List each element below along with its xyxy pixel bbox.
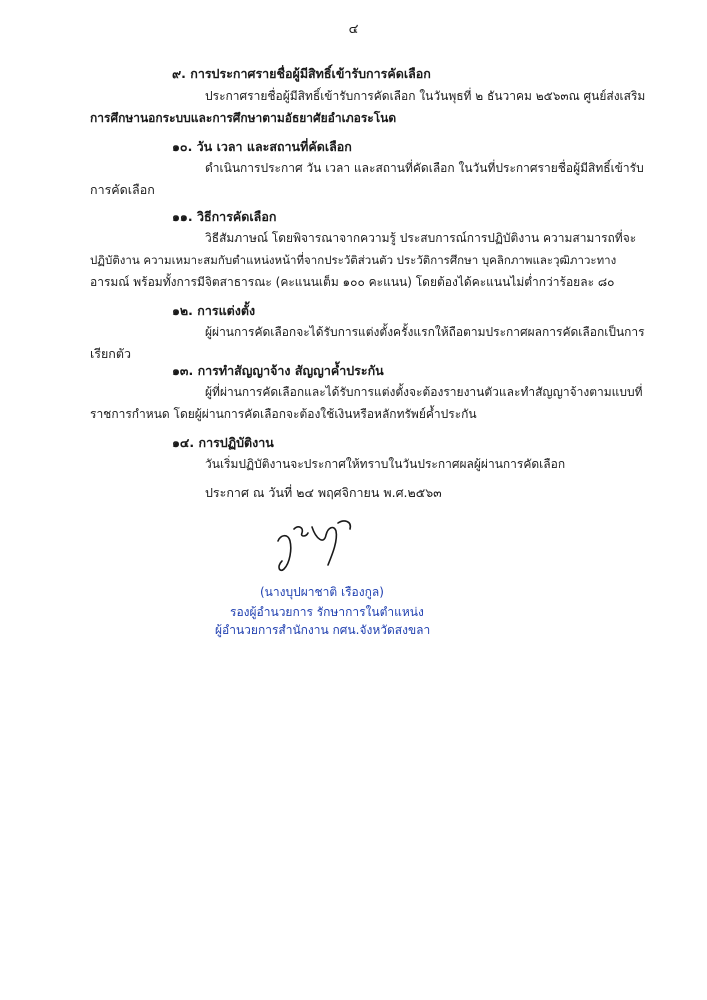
section-14-heading: ๑๔. การปฏิบัติงาน: [172, 435, 274, 450]
section-9-line-1: ประกาศรายชื่อผู้มีสิทธิ์เข้ารับการคัดเลือก ในวันพุธที่ ๒ ธันวาคม ๒๕๖๓ณ ศูนย์ส่งเสริม: [205, 89, 646, 103]
section-10-line-2: การคัดเลือก: [90, 182, 155, 197]
section-12-line-2: เรียกตัว: [90, 346, 132, 361]
signer-position-2: ผู้อำนวยการสำนักงาน กศน.จังหวัดสงขลา: [215, 623, 431, 637]
section-9-heading: ๙. การประกาศรายชื่อผู้มีสิทธิ์เข้ารับการคัดเลือก: [172, 66, 431, 81]
section-11-line-1: วิธีสัมภาษณ์ โดยพิจารณาจากความรู้ ประสบการณ์การปฏิบัติงาน ความสามารถที่จะ: [205, 231, 637, 245]
section-10-heading: ๑๐. วัน เวลา และสถานที่คัดเลือก: [172, 139, 352, 154]
section-13-line-1: ผู้ที่ผ่านการคัดเลือกและได้รับการแต่งตั้งจะต้องรายงานตัวและทำสัญญาจ้างตามแบบที่: [205, 385, 643, 399]
section-11-heading: ๑๑. วิธีการคัดเลือก: [172, 209, 277, 224]
section-13-line-2: ราชการกำหนด โดยผู้ผ่านการคัดเลือกจะต้องใช้เงินหรือหลักทรัพย์ค้ำประกัน: [90, 407, 477, 421]
section-10-line-1: ดำเนินการประกาศ วัน เวลา และสถานที่คัดเลือก ในวันที่ประกาศรายชื่อผู้มีสิทธิ์เข้ารับ: [205, 161, 644, 175]
section-14-line-1: วันเริ่มปฏิบัติงานจะประกาศให้ทราบในวันประกาศผลผู้ผ่านการคัดเลือก: [205, 457, 566, 471]
section-12-heading: ๑๒. การแต่งตั้ง: [172, 303, 256, 318]
section-11-line-2: ปฏิบัติงาน ความเหมาะสมกับตำแหน่งหน้าที่จากประวัติส่วนตัว ประวัติการศึกษา บุคลิกภาพและวุฒิภาวะทาง: [90, 253, 617, 267]
section-13-heading: ๑๓. การทำสัญญาจ้าง สัญญาค้ำประกัน: [172, 363, 384, 378]
section-9-line-2: การศึกษานอกระบบและการศึกษาตามอัธยาศัยอำเภอระโนด: [90, 111, 397, 125]
announcement-date: ประกาศ ณ วันที่ ๒๔ พฤศจิกายน พ.ศ.๒๕๖๓: [205, 485, 442, 500]
signer-position-1: รองผู้อำนวยการ รักษาการในตำแหน่ง: [230, 605, 424, 619]
signer-name: (นางบุปผาชาติ เรืองกูล): [260, 585, 384, 599]
page-number: ๔: [348, 22, 359, 37]
section-11-line-3: อารมณ์ พร้อมทั้งการมีจิตสาธารณะ (คะแนนเต็ม ๑๐๐ คะแนน) โดยต้องได้คะแนนไม่ต่ำกว่าร้อยละ ๘๐: [90, 275, 615, 289]
handwritten-signature: [272, 515, 362, 573]
section-12-line-1: ผู้ผ่านการคัดเลือกจะได้รับการแต่งตั้งครั้งแรกให้ถือตามประกาศผลการคัดเลือกเป็นการ: [205, 325, 645, 339]
